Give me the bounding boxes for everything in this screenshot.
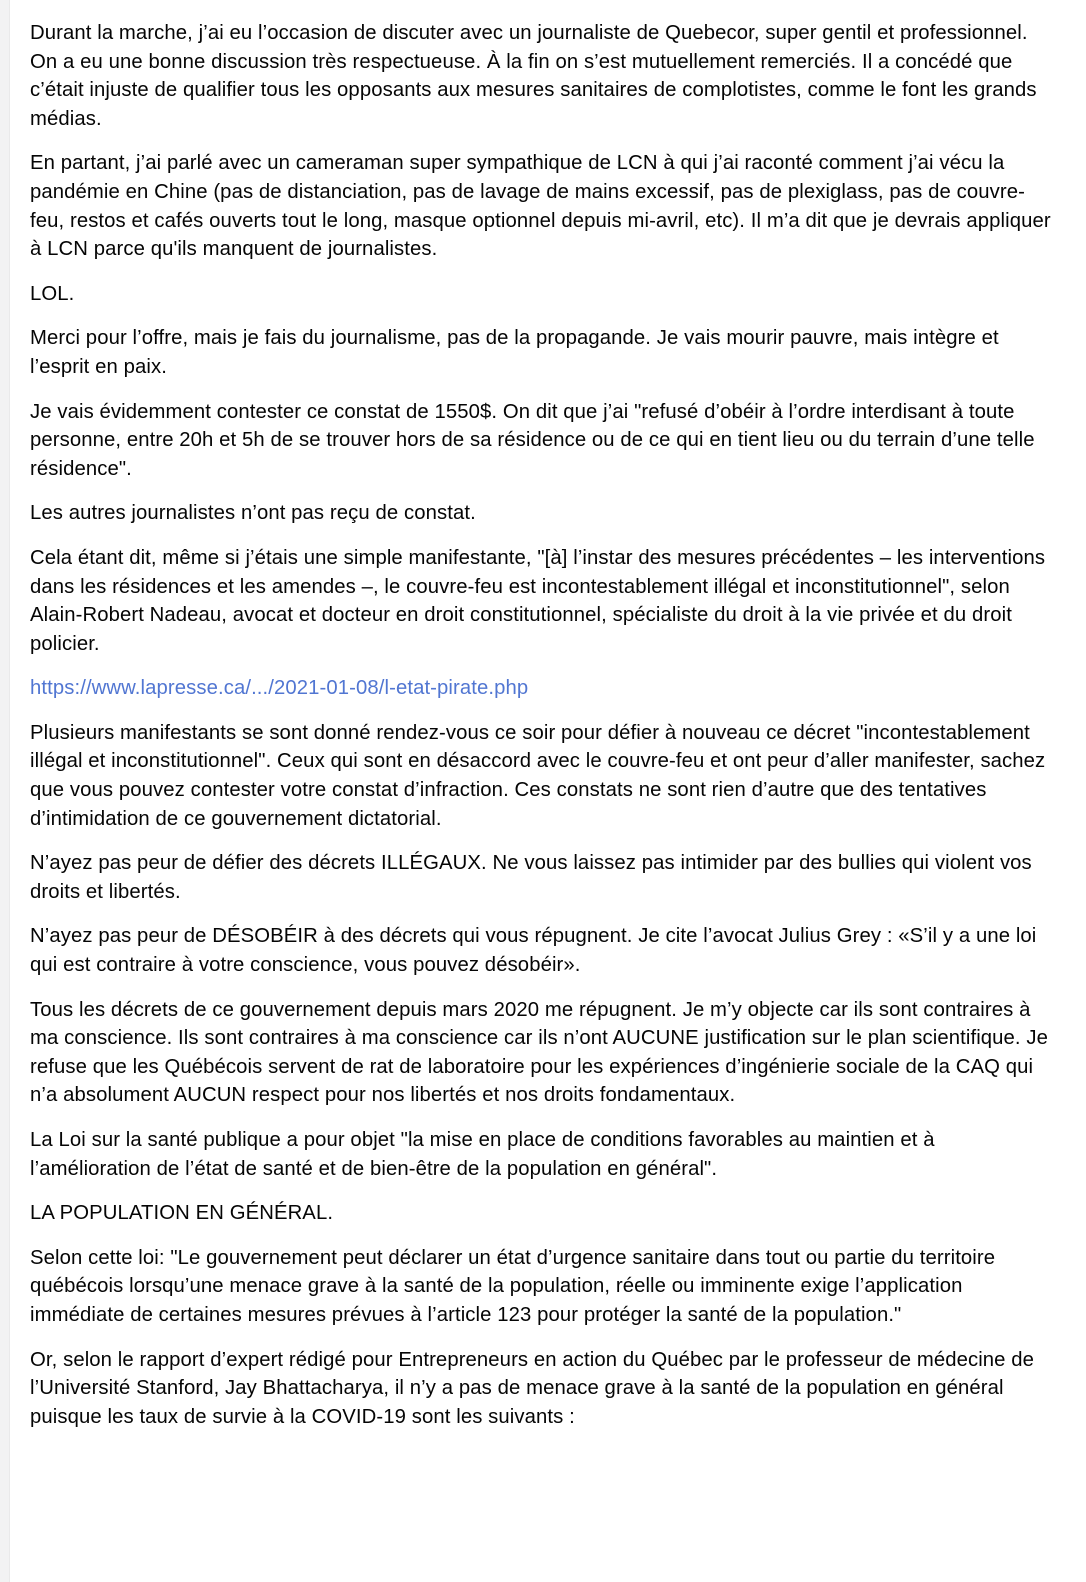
post-paragraph: Merci pour l’offre, mais je fais du journalisme, pas de la propagande. Je vais mourir pauvre, mais intègre et l’esprit en paix. xyxy=(30,327,1005,378)
post-paragraph: Plusieurs manifestants se sont donné rendez-vous ce soir pour défier à nouveau ce décret "incontestablement illégal et inconstitutionnel". Ceux qui sont en désaccord avec le couvre-feu et ont peur d’aller manifester, sachez que vous pouvez contester votre constat d’infraction. Ces constats ne sont rien d’autre que des tentatives d’intimidation de ce gouvernement dictatorial. xyxy=(30,721,1052,830)
post-paragraph: Les autres journalistes n’ont pas reçu de constat. xyxy=(30,502,476,525)
post-paragraph: Durant la marche, j’ai eu l’occasion de discuter avec un journaliste de Quebecor, super gentil et professionnel. On a eu une bonne discussion très respectueuse. À la fin on s’est mutuellement remerciés. Il a concédé que c’était injuste de qualifier tous les opposants aux mesures sanitaires de complotistes, comme le font les grands médias. xyxy=(30,22,1043,130)
post-paragraph: En partant, j’ai parlé avec un cameraman super sympathique de LCN à qui j’ai raconté comment j’ai vécu la pandémie en Chine (pas de distanciation, pas de lavage de mains excessif, pas de plexiglass, pas de couvre-feu, restos et cafés ouverts tout le long, masque optionnel depuis mi-avril, etc). Il m’a dit que je devrais appliquer à LCN parce qu'ils manquent de journalistes. xyxy=(30,152,1057,261)
page-edge-strip xyxy=(0,0,10,1582)
post-paragraph: Tous les décrets de ce gouvernement depuis mars 2020 me répugnent. Je m’y objecte car ils sont contraires à ma conscience. Ils sont contraires à ma conscience car ils n’ont AUCUNE justification sur le plan scientifique. Je refuse que les Québécois servent de rat de laboratoire pour les expériences d’ingénierie sociale de la CAQ qui n’a absolument AUCUN respect pour nos libertés et nos droits fondamentaux. xyxy=(30,998,1054,1107)
post-paragraph: Cela étant dit, même si j’étais une simple manifestante, "[à] l’instar des mesures précédentes – les interventions dans les résidences et les amendes –, le couvre-feu est incontestablement illégal et inconstitutionnel", selon Alain-Robert Nadeau, avocat et docteur en droit constitutionnel, spécialiste du droit à la vie privée et du droit policier. xyxy=(30,546,1051,655)
post-link-line xyxy=(30,674,1058,703)
post-paragraph: LOL. xyxy=(30,282,75,305)
lapresse-article-link[interactable]: https://www.lapresse.ca/.../2021-01-08/l-etat-pirate.php xyxy=(30,677,529,700)
post-paragraph: La Loi sur la santé publique a pour objet "la mise en place de conditions favorables au maintien et à l’amélioration de l’état de santé et de bien-être de la population en général". xyxy=(30,1129,941,1180)
post-paragraph: Or, selon le rapport d’expert rédigé pour Entrepreneurs en action du Québec par le professeur de médecine de l’Université Stanford, Jay Bhattacharya, il n’y a pas de menace grave à la santé de la population en général puisque les taux de survie à la COVID-19 sont les suivants : xyxy=(30,1348,1040,1428)
post-paragraph: N’ayez pas peur de DÉSOBÉIR à des décrets qui vous répugnent. Je cite l’avocat Julius Grey : «S’il y a une loi qui est contraire à votre conscience, vous pouvez désobéir». xyxy=(30,925,1043,977)
post-paragraph: LA POPULATION EN GÉNÉRAL. xyxy=(30,1202,334,1225)
post-paragraph: N’ayez pas peur de défier des décrets ILLÉGAUX. Ne vous laissez pas intimider par des bullies qui violent vos droits et libertés. xyxy=(30,852,1038,903)
post-paragraph: Je vais évidemment contester ce constat de 1550$. On dit que j’ai "refusé d’obéir à l’ordre interdisant à toute personne, entre 20h et 5h de se trouver hors de sa résidence ou de ce qui en tient lieu ou du terrain d’une telle résidence". xyxy=(30,400,1041,480)
post-paragraph: Selon cette loi: "Le gouvernement peut déclarer un état d’urgence sanitaire dans tout ou partie du territoire québécois lorsqu’une menace grave à la santé de la population, réelle ou imminente exige l’application immédiate de certaines mesures prévues à l’article 123 pour protéger la santé de la population." xyxy=(30,1246,1001,1326)
